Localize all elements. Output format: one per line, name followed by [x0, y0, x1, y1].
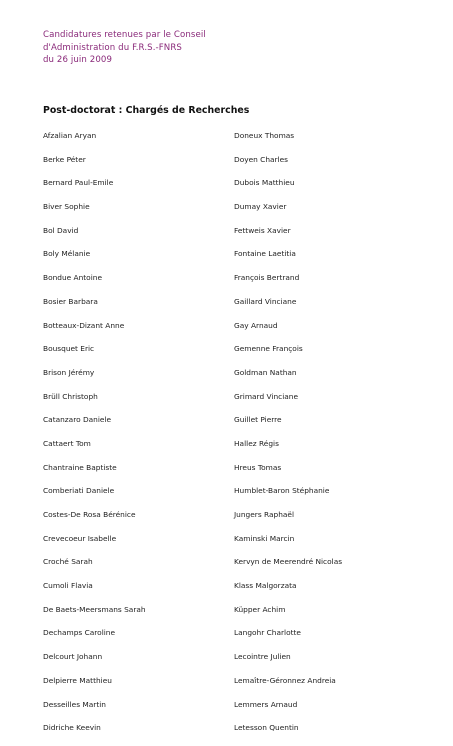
list-item: Gay Arnaud: [234, 320, 278, 330]
list-item: Bernard Paul-Emile: [43, 178, 114, 188]
list-item: Catanzaro Daniele: [43, 415, 112, 425]
list-item: Küpper Achim: [234, 604, 286, 614]
list-item: Klass Malgorzata: [234, 581, 297, 591]
list-item: Botteaux-Dizant Anne: [43, 320, 125, 330]
list-item: Cattaert Tom: [43, 438, 91, 448]
list-item: Brüll Christoph: [43, 391, 98, 401]
list-item: Goldman Nathan: [234, 367, 297, 377]
list-item: Lemaître-Géronnez Andreia: [234, 675, 336, 685]
list-item: Crevecoeur Isabelle: [43, 533, 117, 543]
list-item: Comberiati Daniele: [43, 486, 115, 496]
list-item: Bondue Antoine: [43, 273, 102, 283]
list-item: Lecointre Julien: [234, 652, 291, 662]
list-item: Delcourt Johann: [43, 652, 103, 662]
header-line-3: du 26 juin 2009: [43, 55, 113, 65]
list-item: Berke Péter: [43, 154, 86, 164]
list-item: Dechamps Caroline: [43, 628, 116, 638]
list-item: Fontaine Laetitia: [234, 249, 296, 259]
section-title: Post-doctorat : Chargés de Recherches: [43, 105, 250, 116]
list-item: Brison Jérémy: [43, 367, 95, 377]
list-item: Hreus Tomas: [234, 462, 282, 472]
list-item: Desseilles Martin: [43, 699, 106, 709]
name-list-left: [43, 130, 146, 746]
list-item: Biver Sophie: [43, 202, 90, 212]
list-item: Delpierre Matthieu: [43, 675, 112, 685]
list-item: Lemmers Arnaud: [234, 699, 298, 709]
header-line-2: d'Administration du F.R.S.-FNRS: [43, 42, 182, 53]
list-item: Didriche Keevin: [43, 723, 101, 733]
list-item: De Baets-Meersmans Sarah: [43, 604, 146, 614]
list-item: Gaillard Vinciane: [234, 296, 297, 306]
list-item: Fettweis Xavier: [234, 225, 291, 235]
list-item: François Bertrand: [234, 273, 300, 283]
list-item: Doneux Thomas: [234, 131, 295, 140]
list-item: Langohr Charlotte: [234, 628, 301, 638]
list-item: Bousquet Eric: [43, 344, 95, 354]
list-item: Guillet Pierre: [234, 415, 282, 425]
name-list-right: [234, 130, 342, 746]
list-item: Humblet-Baron Stéphanie: [234, 486, 330, 496]
list-item: Gemenne François: [234, 344, 303, 354]
list-item: Jungers Raphaël: [234, 510, 295, 519]
list-item: Dumay Xavier: [234, 202, 287, 212]
list-item: Kaminski Marcin: [234, 533, 295, 543]
list-item: Doyen Charles: [234, 154, 289, 164]
list-item: Cumoli Flavia: [43, 581, 93, 591]
list-item: Croché Sarah: [43, 557, 93, 567]
list-item: Boly Mélanie: [43, 249, 91, 259]
list-item: Chantraine Baptiste: [43, 462, 117, 472]
list-item: Bol David: [43, 225, 79, 235]
header-line-1: Candidatures retenues par le Conseil: [43, 30, 206, 40]
list-item: Letesson Quentin: [234, 723, 299, 733]
list-item: Costes-De Rosa Bérénice: [43, 510, 136, 519]
list-item: Hallez Régis: [234, 438, 279, 448]
document-header: [43, 29, 206, 67]
list-item: Grimard Vinciane: [234, 391, 299, 401]
list-item: Kervyn de Meerendré Nicolas: [234, 557, 343, 567]
list-item: Bosier Barbara: [43, 296, 98, 306]
list-item: Dubois Matthieu: [234, 178, 295, 188]
list-item: Afzalian Aryan: [43, 131, 97, 140]
